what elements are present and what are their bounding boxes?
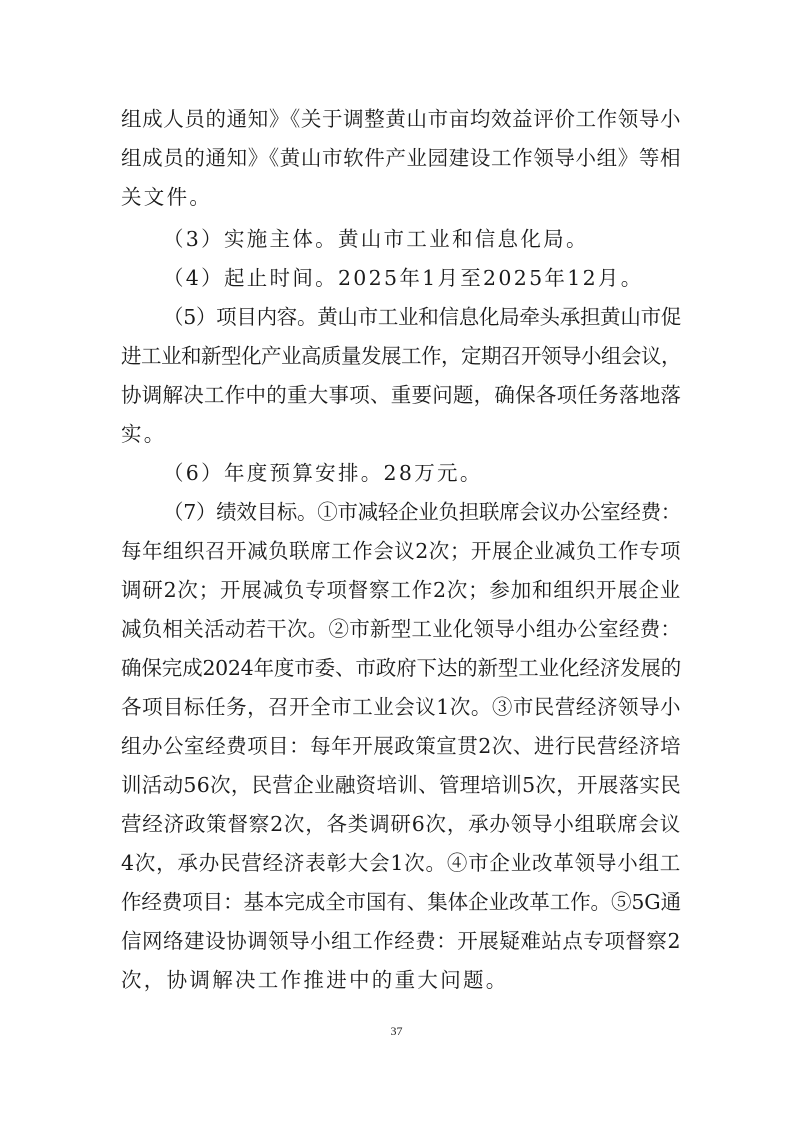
text-line-3: 关文件。 <box>121 185 213 209</box>
text-line-9: 实。 <box>121 422 167 446</box>
text-line-19: 营经济政策督察2次，各类调研6次，承办领导小组联席会议 <box>121 812 681 836</box>
text-line-13: 调研2次；开展减负专项督察工作2次；参加和组织开展企业 <box>121 578 681 602</box>
text-line-16: 各项目标任务，召开全市工业会议1次。③市民营经济领导小 <box>121 695 681 719</box>
text-line-18: 训活动56次，民营企业融资培训、管理培训5次，开展落实民 <box>121 773 682 797</box>
text-line-5: （4）起止时间。2025年1月至2025年12月。 <box>163 266 644 290</box>
text-line-20: 4次，承办民营经济表彰大会1次。④市企业改革领导小组工 <box>121 851 681 875</box>
text-line-7: 进工业和新型化产业高质量发展工作，定期召开领导小组会议， <box>121 344 681 368</box>
text-line-11: （7）绩效目标。①市减轻企业负担联席会议办公室经费： <box>163 500 681 524</box>
text-line-10: （6）年度预算安排。28万元。 <box>163 461 483 485</box>
text-line-4: （3）实施主体。黄山市工业和信息化局。 <box>163 227 589 251</box>
text-line-12: 每年组织召开减负联席工作会议2次；开展企业减负工作专项 <box>121 539 681 563</box>
text-line-22: 信网络建设协调领导小组工作经费：开展疑难站点专项督察2 <box>121 929 681 953</box>
text-line-1: 组成人员的通知》《关于调整黄山市亩均效益评价工作领导小 <box>121 107 681 131</box>
text-line-8: 协调解决工作中的重大事项、重要问题，确保各项任务落地落 <box>121 383 681 407</box>
text-line-23: 次，协调解决工作推进中的重大问题。 <box>121 968 509 992</box>
text-line-2: 组成员的通知》《黄山市软件产业园建设工作领导小组》等相 <box>121 146 681 170</box>
text-line-15: 确保完成2024年度市委、市政府下达的新型工业化经济发展的 <box>121 656 681 680</box>
text-line-21: 作经费项目：基本完成全市国有、集体企业改革工作。⑤5G通 <box>121 890 681 914</box>
text-line-6: （5）项目内容。黄山市工业和信息化局牵头承担黄山市促 <box>163 305 681 329</box>
text-line-14: 减负相关活动若干次。②市新型工业化领导小组办公室经费： <box>121 617 681 641</box>
text-line-17: 组办公室经费项目：每年开展政策宣贯2次、进行民营经济培 <box>121 734 681 758</box>
page-number: 37 <box>390 1024 403 1038</box>
